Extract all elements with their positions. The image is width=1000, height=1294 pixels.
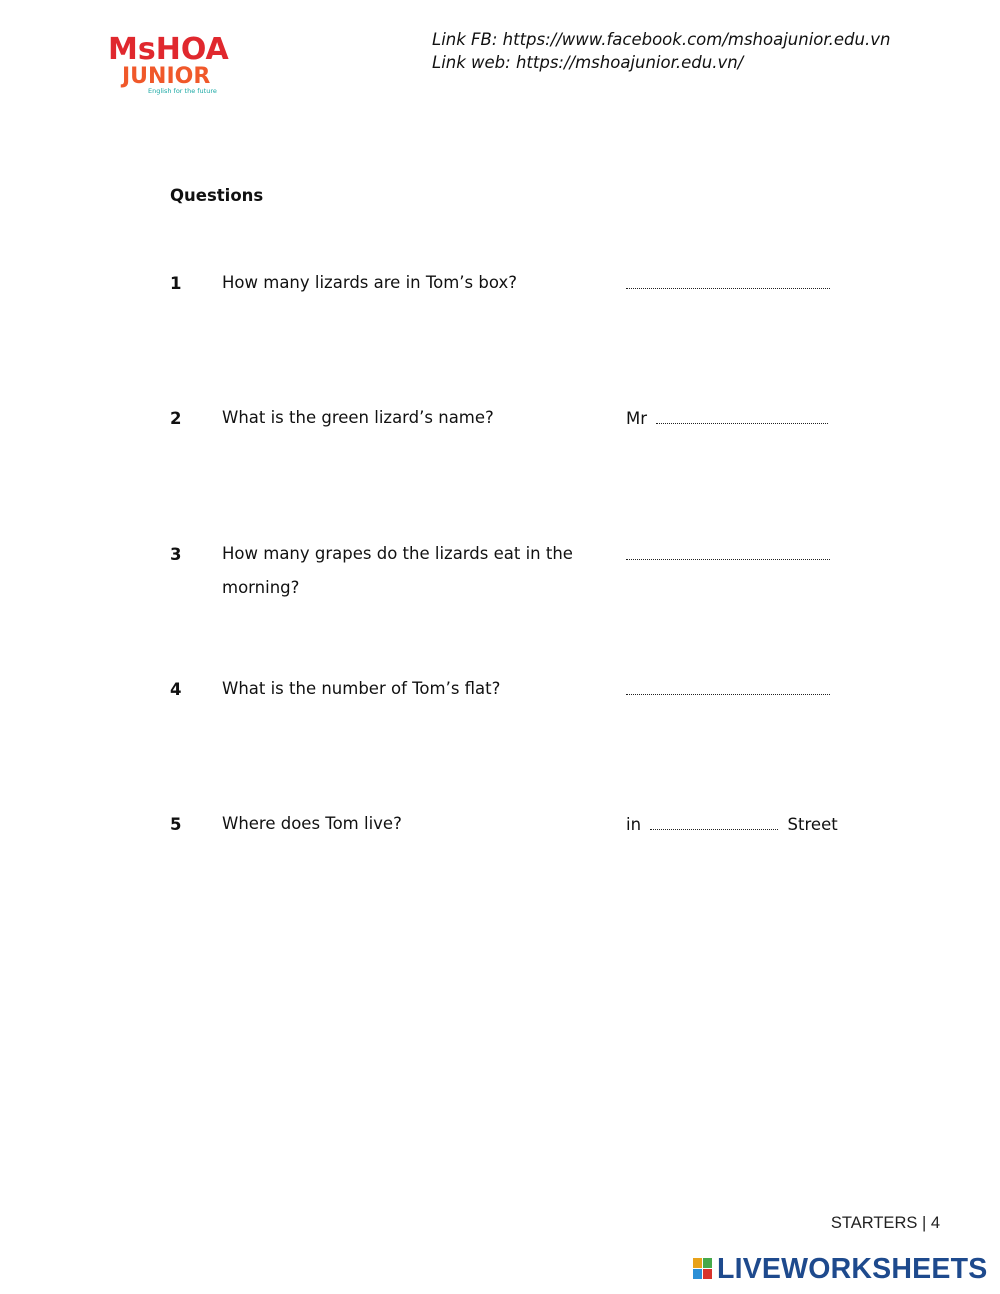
facebook-link[interactable]: Link FB: https://www.facebook.com/mshoajunior.edu.vn (432, 30, 891, 49)
question-text: What is the green lizard’s name? (222, 408, 494, 427)
question-text: How many grapes do the lizards eat in the morning? (222, 544, 573, 597)
question-number: 2 (170, 409, 182, 428)
answer-prefix: Mr (626, 409, 648, 428)
question-number: 4 (170, 680, 182, 699)
liveworksheets-wordmark: LIVEWORKSHEETS (717, 1253, 988, 1285)
answer-area (626, 409, 828, 428)
question-text: Where does Tom live? (222, 814, 402, 833)
answer-area (626, 274, 830, 293)
answer-area (626, 680, 830, 699)
answer-area (626, 545, 830, 564)
answer-blank[interactable] (626, 274, 830, 289)
logo-text-top: MsHOA (108, 32, 229, 67)
answer-suffix: Street (787, 815, 838, 834)
logo-tagline: English for the future (148, 87, 217, 95)
question-number: 5 (170, 815, 182, 834)
answer-blank[interactable] (626, 680, 830, 695)
question-text: How many lizards are in Tom’s box? (222, 273, 517, 292)
answer-blank[interactable] (626, 545, 830, 560)
header-links (432, 28, 890, 74)
answer-blank[interactable] (656, 409, 828, 424)
website-link[interactable]: Link web: https://mshoajunior.edu.vn/ (432, 53, 744, 72)
answer-blank[interactable] (650, 815, 778, 830)
answer-area (626, 815, 838, 834)
mshoa-junior-logo (108, 30, 233, 96)
question-number: 1 (170, 274, 182, 293)
logo-text-bottom: JUNIOR (122, 64, 211, 89)
section-title: Questions (170, 186, 264, 205)
question-number: 3 (170, 545, 182, 564)
page-label: STARTERS | 4 (830, 1214, 940, 1232)
question-text: What is the number of Tom’s flat? (222, 679, 501, 698)
liveworksheets-cube-icon (693, 1258, 713, 1280)
answer-prefix: in (626, 815, 642, 834)
liveworksheets-brand[interactable] (693, 1254, 993, 1286)
